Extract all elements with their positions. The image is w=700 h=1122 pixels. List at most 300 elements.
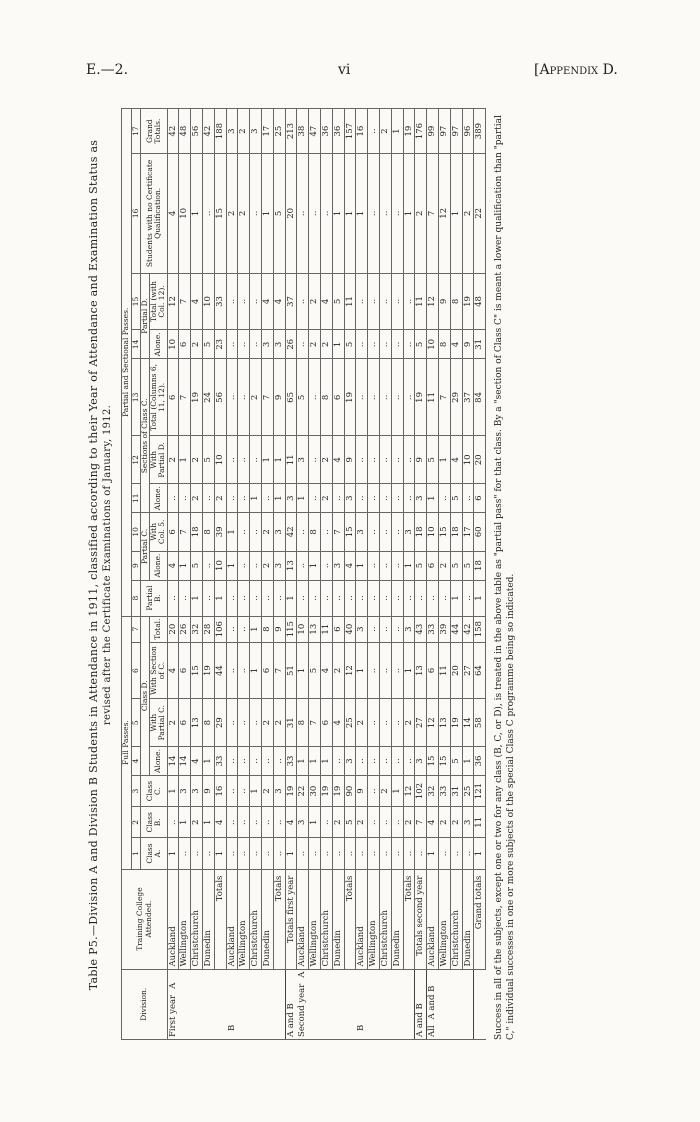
value-cell: 3 <box>332 551 344 580</box>
totals-row <box>474 109 486 1040</box>
value-cell: .. <box>250 747 262 776</box>
value-cell: 3 <box>226 109 238 154</box>
value-cell: .. <box>403 330 415 359</box>
division-cell <box>214 969 226 1039</box>
value-cell: 96 <box>462 109 474 154</box>
value-cell: .. <box>379 580 391 616</box>
value-cell: 1 <box>285 580 297 616</box>
value-cell: 32 <box>427 775 439 806</box>
value-cell: 19 <box>344 359 356 436</box>
value-cell: .. <box>368 699 380 747</box>
value-cell: .. <box>297 154 309 273</box>
value-cell: .. <box>179 838 191 869</box>
value-cell: .. <box>391 838 403 869</box>
totals-row <box>403 109 415 1040</box>
value-cell: .. <box>391 359 403 436</box>
value-cell: .. <box>368 616 380 642</box>
value-cell: 99 <box>427 109 439 154</box>
value-cell: 4 <box>285 807 297 838</box>
table-row <box>203 109 215 1040</box>
value-cell: 22 <box>297 775 309 806</box>
value-cell: 5 <box>191 551 203 580</box>
value-cell: .. <box>403 359 415 436</box>
totals-row <box>344 109 356 1040</box>
value-cell: 5 <box>344 330 356 359</box>
value-cell: 8 <box>203 699 215 747</box>
value-cell: .. <box>391 616 403 642</box>
value-cell: 33 <box>214 747 226 776</box>
value-cell: .. <box>179 484 191 513</box>
value-cell: 4 <box>321 642 333 699</box>
value-cell: 42 <box>203 109 215 154</box>
value-cell: 4 <box>427 807 439 838</box>
value-cell: 97 <box>438 109 450 154</box>
value-cell: 157 <box>344 109 356 154</box>
value-cell: .. <box>391 807 403 838</box>
value-cell: 6 <box>179 642 191 699</box>
value-cell: .. <box>379 807 391 838</box>
table-row <box>356 109 368 1040</box>
value-cell: .. <box>403 747 415 776</box>
value-cell: 14 <box>462 699 474 747</box>
value-cell: .. <box>379 642 391 699</box>
value-cell: 1 <box>250 616 262 642</box>
totals-row <box>415 109 427 1040</box>
college-cell: Totals <box>344 869 356 969</box>
value-cell: 11 <box>344 273 356 330</box>
division-cell <box>309 969 321 1039</box>
value-cell: .. <box>368 359 380 436</box>
value-cell: .. <box>356 838 368 869</box>
value-cell: 18 <box>474 551 486 580</box>
value-cell: .. <box>309 580 321 616</box>
college-cell: Auckland <box>427 869 439 969</box>
value-cell: 7 <box>309 699 321 747</box>
value-cell: .. <box>379 436 391 484</box>
value-cell: 4 <box>332 436 344 484</box>
value-cell: .. <box>368 747 380 776</box>
value-cell: 3 <box>415 484 427 513</box>
value-cell: 176 <box>415 109 427 154</box>
value-cell: 1 <box>203 747 215 776</box>
value-cell: 9 <box>356 775 368 806</box>
value-cell: 1 <box>179 551 191 580</box>
college-cell: Christchurch <box>450 869 462 969</box>
value-cell: 121 <box>474 775 486 806</box>
division-cell <box>379 969 391 1039</box>
totals-row <box>214 109 226 1040</box>
column-number: 14 <box>131 330 140 359</box>
value-cell: 3 <box>179 775 191 806</box>
value-cell: 3 <box>191 775 203 806</box>
value-cell: .. <box>415 838 427 869</box>
value-cell: 7 <box>262 359 274 436</box>
college-cell: Wellington <box>238 869 250 969</box>
value-cell: 58 <box>474 699 486 747</box>
header-college: Training College Attended. <box>122 869 167 969</box>
college-cell: Wellington <box>309 869 321 969</box>
college-cell: Wellington <box>438 869 450 969</box>
column-number: 5 <box>131 699 140 747</box>
value-cell: .. <box>273 838 285 869</box>
value-cell: 15 <box>438 747 450 776</box>
value-cell: 2 <box>403 807 415 838</box>
value-cell: .. <box>427 580 439 616</box>
college-cell: Totals <box>214 869 226 969</box>
value-cell: 15 <box>214 154 226 273</box>
value-cell: 56 <box>191 109 203 154</box>
division-cell <box>191 969 203 1039</box>
value-cell: 7 <box>179 513 191 551</box>
value-cell: 3 <box>344 484 356 513</box>
value-cell: 13 <box>191 699 203 747</box>
footnote: Success in all of the subjects, except one or two for any class (B, C, or D), is treated in the above table as "partial pass" for that class. By a "section of Class C" is meant a lower qualification than "partial C," individual successes in one or more subjects of the special Class C programme being so indicated. <box>494 115 516 1040</box>
division-cell <box>226 969 238 1039</box>
value-cell: 3 <box>250 109 262 154</box>
value-cell: .. <box>344 838 356 869</box>
value-cell: 4 <box>191 747 203 776</box>
value-cell: .. <box>368 642 380 699</box>
college-cell: Totals first year <box>285 869 297 969</box>
value-cell: .. <box>391 642 403 699</box>
header-pc-with-col5: With Col. 5. <box>150 513 168 551</box>
college-cell: Auckland <box>226 869 238 969</box>
value-cell: .. <box>238 484 250 513</box>
value-cell: .. <box>238 775 250 806</box>
value-cell: 2 <box>438 807 450 838</box>
value-cell: 2 <box>321 484 333 513</box>
value-cell: .. <box>167 807 179 838</box>
division-cell <box>368 969 380 1039</box>
column-number: 17 <box>131 109 140 154</box>
value-cell: .. <box>403 580 415 616</box>
value-cell: .. <box>250 580 262 616</box>
column-number: 8 <box>131 580 140 616</box>
value-cell: .. <box>368 273 380 330</box>
value-cell: .. <box>356 359 368 436</box>
page-number: vi <box>338 62 351 78</box>
value-cell: 4 <box>167 642 179 699</box>
value-cell: 6 <box>321 699 333 747</box>
column-number: 12 <box>131 436 140 484</box>
header-d-with-partial-c: With Partial C. <box>150 699 168 747</box>
value-cell: 1 <box>438 436 450 484</box>
header-class-d: Class D. <box>140 616 149 775</box>
value-cell: 6 <box>332 359 344 436</box>
value-cell: 4 <box>450 436 462 484</box>
value-cell: .. <box>379 699 391 747</box>
value-cell: 10 <box>214 551 226 580</box>
value-cell: 7 <box>273 642 285 699</box>
value-cell: .. <box>167 484 179 513</box>
value-cell: 12 <box>427 273 439 330</box>
header-class-c: Class C. <box>140 775 167 806</box>
value-cell: 7 <box>179 273 191 330</box>
value-cell: .. <box>238 580 250 616</box>
value-cell: 15 <box>427 747 439 776</box>
header-sc-total: Total (Columns 6, 11, 12). <box>150 359 168 436</box>
value-cell: .. <box>379 513 391 551</box>
value-cell: 1 <box>250 775 262 806</box>
totals-row <box>273 109 285 1040</box>
value-cell: 3 <box>285 484 297 513</box>
column-number: 1 <box>131 838 140 869</box>
value-cell: .. <box>462 580 474 616</box>
value-cell: .. <box>167 580 179 616</box>
header-class-a: Class A. <box>140 838 167 869</box>
value-cell: 5 <box>344 807 356 838</box>
value-cell: 1 <box>391 775 403 806</box>
value-cell: 12 <box>167 273 179 330</box>
value-cell: .. <box>356 436 368 484</box>
value-cell: 48 <box>474 273 486 330</box>
value-cell: 1 <box>427 484 439 513</box>
value-cell: 8 <box>262 616 274 642</box>
header-d-total: Total. <box>150 616 168 642</box>
value-cell: .. <box>438 580 450 616</box>
header-pd-alone: Alone. <box>150 330 168 359</box>
value-cell: 2 <box>379 775 391 806</box>
value-cell: 2 <box>262 699 274 747</box>
value-cell: .. <box>226 616 238 642</box>
value-cell: 16 <box>356 109 368 154</box>
value-cell: 18 <box>191 513 203 551</box>
table-row <box>179 109 191 1040</box>
value-cell: .. <box>321 513 333 551</box>
division-cell <box>332 969 344 1039</box>
value-cell: 3 <box>297 436 309 484</box>
value-cell: 9 <box>415 436 427 484</box>
value-cell: .. <box>250 699 262 747</box>
value-cell: .. <box>379 273 391 330</box>
value-cell: 64 <box>474 642 486 699</box>
division-label: All <box>427 1025 438 1037</box>
header-partial-c: Partial C. <box>140 513 149 580</box>
division-label: First year <box>167 994 178 1037</box>
division-cell <box>250 969 262 1039</box>
value-cell: .. <box>226 642 238 699</box>
value-cell: 2 <box>191 436 203 484</box>
value-cell: .. <box>379 747 391 776</box>
value-cell: 6 <box>179 330 191 359</box>
value-cell: 90 <box>344 775 356 806</box>
value-cell: 19 <box>403 109 415 154</box>
college-cell: Dunedin <box>391 869 403 969</box>
value-cell: 18 <box>415 513 427 551</box>
value-cell: .. <box>379 359 391 436</box>
value-cell: 4 <box>262 273 274 330</box>
value-cell: 24 <box>203 359 215 436</box>
value-cell: 4 <box>321 273 333 330</box>
value-cell: .. <box>226 807 238 838</box>
value-cell: 15 <box>344 513 356 551</box>
value-cell: 43 <box>415 616 427 642</box>
value-cell: 3 <box>356 513 368 551</box>
division-cell <box>179 969 191 1039</box>
value-cell: .. <box>332 838 344 869</box>
value-cell: .. <box>368 775 380 806</box>
value-cell: .. <box>226 838 238 869</box>
value-cell: 4 <box>344 551 356 580</box>
value-cell: 1 <box>356 551 368 580</box>
value-cell: .. <box>226 580 238 616</box>
value-cell: 10 <box>427 513 439 551</box>
header-sc-alone: Alone. <box>150 484 168 513</box>
value-cell: 11 <box>415 273 427 330</box>
college-cell: Christchurch <box>379 869 391 969</box>
value-cell: .. <box>321 154 333 273</box>
value-cell: 11 <box>321 616 333 642</box>
value-cell: 4 <box>167 551 179 580</box>
value-cell: 33 <box>285 747 297 776</box>
value-cell: 19 <box>462 273 474 330</box>
value-cell: 1 <box>309 551 321 580</box>
value-cell: 2 <box>262 513 274 551</box>
value-cell: 26 <box>179 616 191 642</box>
value-cell: .. <box>332 484 344 513</box>
value-cell: 1 <box>450 580 462 616</box>
value-cell: .. <box>297 838 309 869</box>
value-cell: 2 <box>332 642 344 699</box>
value-cell: 2 <box>356 699 368 747</box>
value-cell: 11 <box>438 642 450 699</box>
value-cell: 31 <box>450 775 462 806</box>
value-cell: 6 <box>474 484 486 513</box>
value-cell: 7 <box>415 807 427 838</box>
value-cell: 7 <box>179 359 191 436</box>
value-cell: 1 <box>250 642 262 699</box>
value-cell: .. <box>226 359 238 436</box>
value-cell: 1 <box>332 154 344 273</box>
value-cell: 158 <box>474 616 486 642</box>
value-cell: 3 <box>344 747 356 776</box>
value-cell: 22 <box>474 154 486 273</box>
table-row <box>368 109 380 1040</box>
value-cell: 1 <box>321 747 333 776</box>
value-cell: 1 <box>214 838 226 869</box>
table-row <box>191 109 203 1040</box>
division-cell <box>450 969 462 1039</box>
value-cell: 1 <box>226 551 238 580</box>
value-cell: 1 <box>474 838 486 869</box>
value-cell: .. <box>179 580 191 616</box>
value-cell: .. <box>356 330 368 359</box>
value-cell: 33 <box>438 775 450 806</box>
value-cell: .. <box>344 580 356 616</box>
value-cell: 1 <box>191 580 203 616</box>
value-cell: .. <box>356 747 368 776</box>
column-number: 2 <box>131 807 140 838</box>
value-cell: 29 <box>214 699 226 747</box>
value-cell: 3 <box>273 775 285 806</box>
value-cell: 5 <box>462 551 474 580</box>
value-cell: 8 <box>309 513 321 551</box>
value-cell: .. <box>262 747 274 776</box>
value-cell: .. <box>203 551 215 580</box>
column-number: 10 <box>131 513 140 551</box>
header-d-with-section-c: With Section of C. <box>150 642 168 699</box>
value-cell: .. <box>368 807 380 838</box>
value-cell: 6 <box>427 551 439 580</box>
value-cell: .. <box>297 580 309 616</box>
college-cell: Christchurch <box>250 869 262 969</box>
table-row <box>309 109 321 1040</box>
value-cell: 5 <box>273 154 285 273</box>
value-cell: 19 <box>203 642 215 699</box>
value-cell: 3 <box>403 513 415 551</box>
value-cell: 84 <box>474 359 486 436</box>
value-cell: .. <box>391 580 403 616</box>
value-cell: .. <box>226 699 238 747</box>
value-cell: 5 <box>332 273 344 330</box>
value-cell: 1 <box>273 436 285 484</box>
value-cell: .. <box>438 838 450 869</box>
value-cell: 1 <box>403 642 415 699</box>
value-cell: 9 <box>438 273 450 330</box>
college-cell: Dunedin <box>462 869 474 969</box>
value-cell: 19 <box>285 775 297 806</box>
value-cell: .. <box>391 484 403 513</box>
value-cell: 17 <box>462 513 474 551</box>
value-cell: .. <box>356 484 368 513</box>
college-cell: Christchurch <box>321 869 333 969</box>
value-cell: .. <box>297 513 309 551</box>
value-cell: 1 <box>309 747 321 776</box>
value-cell: .. <box>438 484 450 513</box>
value-cell: .. <box>238 330 250 359</box>
value-cell: 12 <box>403 775 415 806</box>
value-cell: 2 <box>356 807 368 838</box>
table-row <box>262 109 274 1040</box>
value-cell: 1 <box>179 436 191 484</box>
value-cell: 1 <box>344 154 356 273</box>
value-cell: 17 <box>262 109 274 154</box>
column-number: 4 <box>131 747 140 776</box>
division-cell <box>356 969 368 1039</box>
value-cell: 2 <box>450 807 462 838</box>
value-cell: 1 <box>309 807 321 838</box>
value-cell: 44 <box>214 642 226 699</box>
value-cell: 2 <box>262 775 274 806</box>
college-cell: Wellington <box>179 869 191 969</box>
value-cell: .. <box>391 436 403 484</box>
value-cell: .. <box>391 330 403 359</box>
value-cell: 5 <box>203 330 215 359</box>
college-cell: Dunedin <box>332 869 344 969</box>
value-cell: 11 <box>427 359 439 436</box>
value-cell: 9 <box>203 775 215 806</box>
value-cell: .. <box>368 513 380 551</box>
value-cell: .. <box>379 838 391 869</box>
header-partial-d: Partial D. <box>140 273 149 359</box>
value-cell: 19 <box>321 775 333 806</box>
value-cell: .. <box>238 807 250 838</box>
value-cell: .. <box>403 838 415 869</box>
value-cell: 33 <box>427 616 439 642</box>
table-row <box>450 109 462 1040</box>
value-cell: 13 <box>438 699 450 747</box>
header-class-b: Class B. <box>140 807 167 838</box>
value-cell: .. <box>309 484 321 513</box>
value-cell: 2 <box>238 154 250 273</box>
value-cell: .. <box>309 838 321 869</box>
value-cell: .. <box>379 484 391 513</box>
value-cell: 12 <box>438 154 450 273</box>
value-cell: 2 <box>262 551 274 580</box>
totals-row <box>285 109 297 1040</box>
value-cell: .. <box>203 580 215 616</box>
value-cell: 1 <box>179 807 191 838</box>
